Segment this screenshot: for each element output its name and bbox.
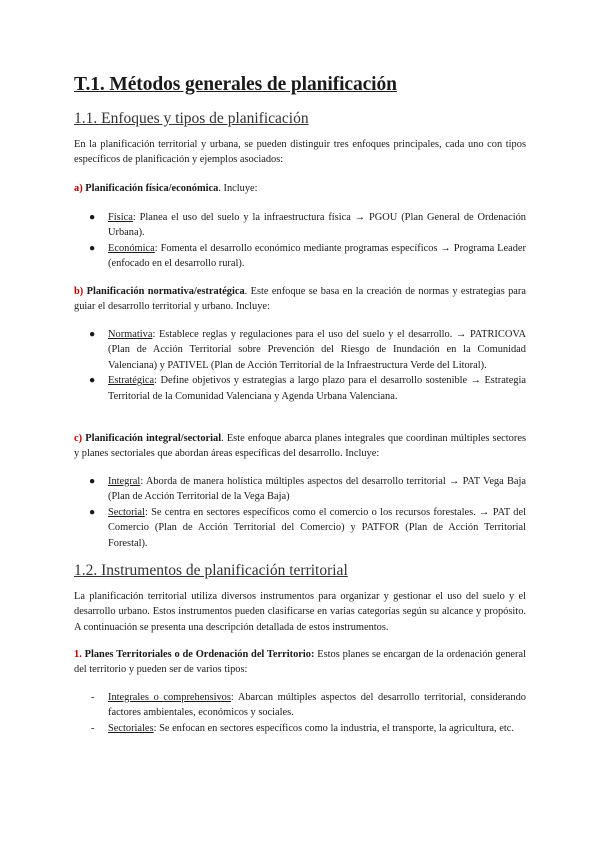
list-item-term: Estratégica: [108, 375, 155, 387]
list-item-term: Sectorial: [108, 506, 145, 518]
document-title: T.1. Métodos generales de planificación: [74, 74, 397, 95]
list-item-text: : Se enfocan en sectores específicos como la industria, el transporte, la agricultura, etc.: [153, 722, 514, 734]
subsection-a-text: . Incluye:: [218, 183, 258, 194]
list-item: [74, 241, 526, 272]
list-item-text: : Aborda de manera holística múltiples aspectos del desarrollo territorial → PAT Vega Baja (Plan de Acción Territorial de la Vega Baja): [108, 476, 526, 503]
list-item-term: Económica: [108, 242, 155, 254]
list-item: [74, 373, 526, 404]
bullet-icon: ●: [89, 329, 96, 340]
subsection-1: [74, 647, 526, 678]
section-1-2-intro: La planificación territorial utiliza diversos instrumentos para organizar y gestionar el uso del suelo y el desarrollo urbano. Estos instrumentos pueden clasificarse en varias categorías según su alcance y propósito. A continuación se presenta una descripción detallada de estos instrumentos.: [74, 591, 526, 633]
bullet-icon: ●: [89, 506, 96, 518]
list-item: [74, 690, 526, 721]
bullet-icon: ●: [89, 242, 96, 254]
list-item-text: : Define objetivos y estrategias a largo plazo para el desarrollo sostenible → Estrategia Territorial de la Comunidad Valenciana y Agenda Urbana Valenciana.: [108, 375, 526, 402]
subsection-b-text: . Este enfoque se basa en la creación de normas y estrategias para guiar el desarrollo territorial y urbano. Incluye:: [74, 286, 526, 313]
bullet-icon: ●: [89, 375, 96, 387]
subsection-1-text: Estos planes se encargan de la ordenación general del territorio y pueden ser de varios tipos:: [74, 649, 526, 676]
list-item-text: : Fomenta el desarrollo económico mediante programas específicos → Programa Leader (enfocado en el desarrollo rural).: [108, 242, 526, 270]
list-item-text: : Planea el uso del suelo y la infraestructura física → PGOU (Plan General de Ordenación Urbana).: [108, 212, 526, 239]
list-item-text: : Abarcan múltiples aspectos del desarrollo territorial, considerando factores ambientales, económicos y sociales.: [108, 692, 526, 719]
bullet-icon: ●: [89, 476, 96, 487]
subsection-a-marker: a): [74, 183, 83, 194]
list-item-text: : Se centra en sectores específicos como el comercio o los recursos forestales. → PAT del Comercio (Plan de Acción Territorial del Comercio) y PATFOR (Plan de Acción Territorial Forestal).: [108, 506, 526, 549]
subsection-b: [74, 284, 526, 315]
list-item-term: Integral: [108, 476, 141, 487]
subsection-b-marker: b): [74, 286, 84, 297]
list-item: [74, 505, 526, 551]
subsection-c-text: . Este enfoque abarca planes integrales que coordinan múltiples sectores y planes sectoriales que abordan áreas específicas del desarrollo. Incluye:: [74, 433, 526, 460]
subsection-1-marker: 1.: [74, 649, 82, 660]
list-item-term: Normativa: [108, 329, 153, 340]
subsection-a-title: Planificación física/económica: [85, 183, 219, 194]
subsection-a-list: [74, 210, 526, 272]
subsection-1-list: [74, 690, 526, 736]
section-1-1-intro: En la planificación territorial y urbana, se pueden distinguir tres enfoques principales, cada uno con tipos específicos de planificación y ejemplos asociados:: [74, 139, 526, 166]
subsection-a: [74, 181, 526, 196]
list-item-term: Integrales o comprehensivos: [108, 692, 231, 703]
subsection-c: [74, 431, 526, 462]
list-item: [74, 327, 526, 373]
list-item-term: Física: [108, 212, 133, 223]
list-item: [74, 474, 526, 505]
subsection-b-title: Planificación normativa/estratégica: [86, 286, 245, 297]
list-item: [74, 210, 526, 241]
list-item: [74, 721, 526, 736]
subsection-c-list: [74, 474, 526, 551]
section-heading-1-2: 1.2. Instrumentos de planificación territorial: [74, 562, 348, 579]
dash-icon: -: [91, 692, 95, 703]
section-heading-1-1: 1.1. Enfoques y tipos de planificación: [74, 110, 309, 127]
subsection-1-title: Planes Territoriales o de Ordenación del Territorio:: [84, 649, 315, 660]
list-item-term: Sectoriales: [108, 722, 154, 734]
subsection-b-list: [74, 327, 526, 404]
dash-icon: -: [91, 722, 95, 734]
bullet-icon: ●: [89, 212, 96, 223]
list-item-text: : Establece reglas y regulaciones para el uso del suelo y el desarrollo. → PATRICOVA (Plan de Acción Territorial sobre Prevención del Riesgo de Inundación en la Comunidad Valenciana) y PATIVEL (Plan de Acción Territorial de la Infraestructura Verde del Litoral).: [108, 329, 526, 371]
subsection-c-marker: c): [74, 433, 83, 444]
subsection-c-title: Planificación integral/sectorial: [85, 433, 222, 444]
